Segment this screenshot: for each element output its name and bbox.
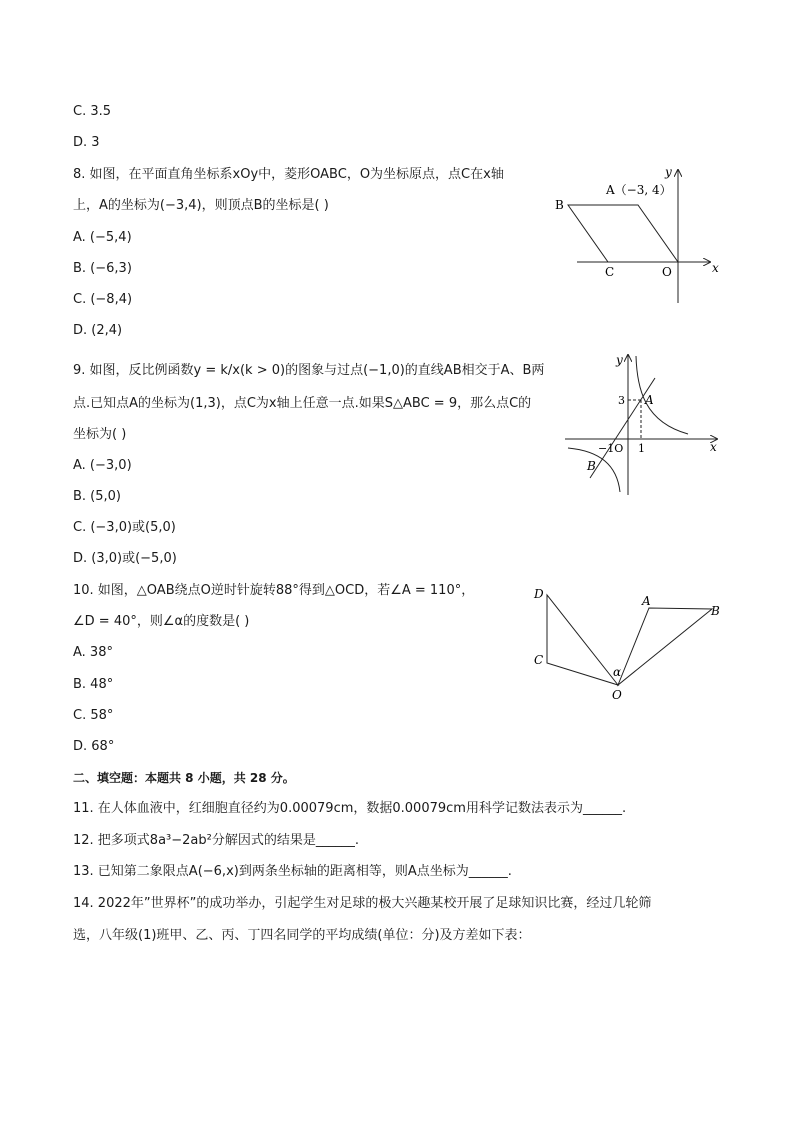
q11-text: 11. 在人体血液中，红细胞直径约为0.00079cm，数据0.00079cm用科学记数法表示为______. [73, 801, 627, 816]
q10-triangle-ocd [547, 595, 618, 685]
q14-line-2: 选，八年级(1)班甲、乙、丙、丁四名同学的平均成绩(单位：分)及方差如下表： [73, 928, 531, 943]
q9-option-c: C. (−3,0)或(5,0) [73, 520, 176, 535]
q9-label-3: 3 [618, 394, 625, 407]
q8-stem-line-1: 8. 如图，在平面直角坐标系xOy中，菱形OABC，O为坐标原点，点C在x轴 [73, 167, 504, 182]
q8-option-b: B. (−6,3) [73, 261, 132, 276]
q10-option-c: C. 58° [73, 708, 114, 723]
q8-option-c: C. (−8,4) [73, 292, 133, 307]
q7-option-d: D. 3 [73, 135, 100, 150]
q8-label-c: C [605, 265, 615, 279]
q9-label-a: A [645, 393, 654, 407]
q9-option-b: B. (5,0) [73, 489, 122, 504]
q8-option-d: D. (2,4) [73, 323, 123, 338]
q9-label-minus1-o: −1O [598, 442, 624, 455]
q8-option-a: A. (−5,4) [73, 230, 132, 245]
q10-stem-line-2: ∠D = 40°，则∠α的度数是( ) [73, 614, 250, 629]
q8-stem-line-2: 上，A的坐标为(−3,4)，则顶点B的坐标是( ) [73, 198, 329, 213]
q12-text: 12. 把多项式8a³−2ab²分解因式的结果是______. [73, 833, 359, 848]
section-2-heading: 二、填空题：本题共 8 小题，共 28 分。 [73, 771, 295, 785]
q10-triangle-oab [618, 608, 712, 685]
q8-label-b: B [555, 198, 564, 212]
q9-option-a: A. (−3,0) [73, 458, 132, 473]
q8-rhombus [568, 205, 678, 262]
q9-hyperbola-figure [560, 350, 730, 500]
q9-label-b: B [587, 459, 596, 473]
q10-rotation-figure [525, 582, 725, 707]
q9-label-1: 1 [638, 442, 645, 455]
q9-stem-line-3: 坐标为( ) [73, 427, 127, 442]
q10-label-alpha: α [613, 665, 622, 679]
q7-option-c: C. 3.5 [73, 104, 112, 119]
q13-text: 13. 已知第二象限点A(−6,x)到两条坐标轴的距离相等，则A点坐标为______. [73, 864, 512, 879]
q10-label-d: D [534, 587, 544, 601]
q8-rhombus-figure [545, 160, 730, 310]
q9-option-d: D. (3,0)或(−5,0) [73, 551, 177, 566]
q10-label-b: B [711, 604, 720, 618]
q8-label-x: x [712, 261, 719, 275]
q10-label-a: A [642, 594, 651, 608]
q9-stem-line-2: 点.已知点A的坐标为(1,3)，点C为x轴上任意一点.如果S△ABC = 9，那么点C的 [73, 396, 532, 411]
q8-label-y: y [665, 165, 672, 179]
q8-label-a: A（−3, 4） [606, 183, 672, 197]
q9-label-x: x [710, 440, 717, 454]
q10-option-b: B. 48° [73, 677, 114, 692]
q10-option-d: D. 68° [73, 739, 115, 754]
q10-option-a: A. 38° [73, 645, 113, 660]
q10-stem-line-1: 10. 如图，△OAB绕点O逆时针旋转88°得到△OCD，若∠A = 110°， [73, 583, 475, 598]
q10-label-c: C [534, 653, 544, 667]
q9-stem-line-1: 9. 如图，反比例函数y = k/x(k > 0)的图象与过点(−1,0)的直线AB相交于A、B两 [73, 363, 545, 378]
q10-label-o: O [612, 688, 622, 702]
q8-label-o: O [662, 265, 672, 279]
q9-label-y: y [616, 353, 623, 367]
q14-line-1: 14. 2022年”世界杯”的成功举办，引起学生对足球的极大兴趣某校开展了足球知识比赛，经过几轮筛 [73, 896, 652, 911]
